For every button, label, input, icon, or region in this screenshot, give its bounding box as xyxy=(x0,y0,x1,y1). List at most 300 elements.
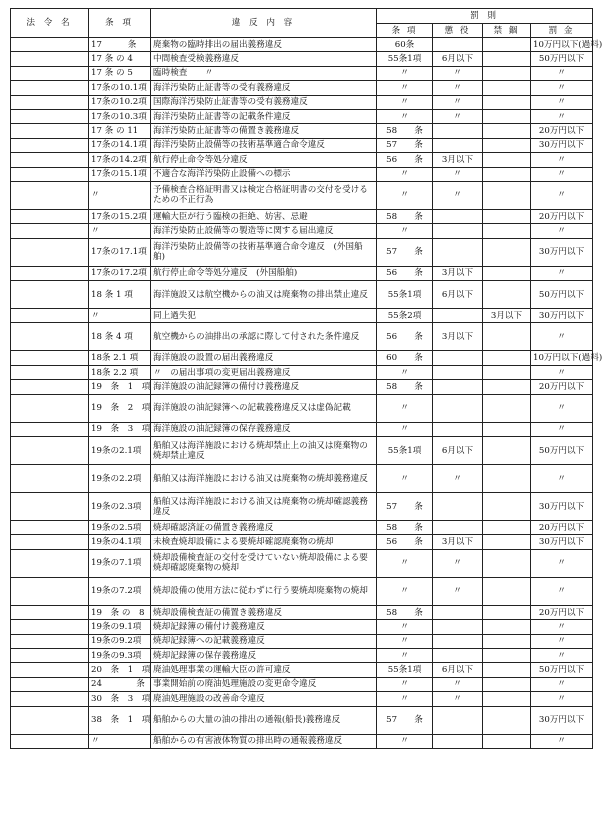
fine-cell: 〃 xyxy=(531,153,593,167)
law-cell xyxy=(11,38,89,52)
confinement-cell xyxy=(483,437,531,465)
imprisonment-cell: 〃 xyxy=(433,465,483,493)
clause-cell: 19 条 2 項 xyxy=(89,394,151,422)
fine-cell: 20万円以下 xyxy=(531,605,593,619)
fine-cell: 〃 xyxy=(531,109,593,123)
violation-cell: 海洋施設又は航空機からの油又は廃棄物の排出禁止違反 xyxy=(151,281,377,309)
confinement-cell xyxy=(483,677,531,691)
table-row xyxy=(11,706,593,734)
table-row xyxy=(11,95,593,109)
clause-cell: 17 条 の 5 xyxy=(89,66,151,80)
law-cell xyxy=(11,734,89,748)
violation-cell: 航行停止命令等処分違反 (外国船舶) xyxy=(151,266,377,280)
clause-cell: 17条の14.1項 xyxy=(89,138,151,152)
violation-cell: 海洋施設の設置の届出義務違反 xyxy=(151,351,377,365)
confinement-cell xyxy=(483,380,531,394)
confinement-cell xyxy=(483,706,531,734)
table-row xyxy=(11,81,593,95)
confinement-cell xyxy=(483,549,531,577)
fine-cell: 〃 xyxy=(531,692,593,706)
confinement-cell xyxy=(483,209,531,223)
imprisonment-cell: 〃 xyxy=(433,95,483,109)
law-cell xyxy=(11,281,89,309)
penalty-clause-cell: 56 条 xyxy=(377,535,433,549)
imprisonment-cell xyxy=(433,365,483,379)
header-penalty: 罰 則 xyxy=(377,9,593,24)
violation-cell: 国際海洋汚染防止証書等の受有義務違反 xyxy=(151,95,377,109)
imprisonment-cell: 〃 xyxy=(433,549,483,577)
fine-cell: 〃 xyxy=(531,66,593,80)
imprisonment-cell xyxy=(433,138,483,152)
clause-cell: 18 条 1 項 xyxy=(89,281,151,309)
law-cell xyxy=(11,380,89,394)
table-row xyxy=(11,734,593,748)
table-row xyxy=(11,692,593,706)
imprisonment-cell xyxy=(433,394,483,422)
clause-cell: 17 条 の 11 xyxy=(89,124,151,138)
confinement-cell xyxy=(483,634,531,648)
confinement-cell xyxy=(483,351,531,365)
imprisonment-cell: 〃 xyxy=(433,167,483,181)
table-row xyxy=(11,238,593,266)
confinement-cell xyxy=(483,577,531,605)
table-row xyxy=(11,677,593,691)
table-row xyxy=(11,153,593,167)
confinement-cell xyxy=(483,224,531,238)
confinement-cell xyxy=(483,181,531,209)
imprisonment-cell xyxy=(433,124,483,138)
imprisonment-cell: 〃 xyxy=(433,577,483,605)
law-cell xyxy=(11,706,89,734)
violation-cell: 海洋汚染防止設備等の技術基準適合命令違反 xyxy=(151,138,377,152)
penalty-clause-cell: 58 条 xyxy=(377,209,433,223)
law-cell xyxy=(11,692,89,706)
penalty-clause-cell: 60 条 xyxy=(377,351,433,365)
confinement-cell xyxy=(483,521,531,535)
fine-cell: 30万円以下 xyxy=(531,309,593,323)
table-row xyxy=(11,465,593,493)
clause-cell: 17 条 の 4 xyxy=(89,52,151,66)
fine-cell: 30万円以下 xyxy=(531,706,593,734)
fine-cell: 〃 xyxy=(531,365,593,379)
fine-cell: 10万円以下(過料) xyxy=(531,351,593,365)
clause-cell: 19条の9.1項 xyxy=(89,620,151,634)
law-cell xyxy=(11,138,89,152)
clause-cell: 19条の7.2項 xyxy=(89,577,151,605)
header-row-top xyxy=(11,9,593,24)
fine-cell: 30万円以下 xyxy=(531,238,593,266)
clause-cell: 17条の17.1項 xyxy=(89,238,151,266)
table-row xyxy=(11,605,593,619)
violation-cell: 航空機からの油排出の承認に際して付された条件違反 xyxy=(151,323,377,351)
fine-cell: 30万円以下 xyxy=(531,138,593,152)
penalty-clause-cell: 〃 xyxy=(377,365,433,379)
clause-cell: 17 条 xyxy=(89,38,151,52)
clause-cell: 〃 xyxy=(89,734,151,748)
confinement-cell xyxy=(483,109,531,123)
clause-cell: 19条の9.2項 xyxy=(89,634,151,648)
fine-cell: 30万円以下 xyxy=(531,493,593,521)
law-cell xyxy=(11,521,89,535)
fine-cell: 20万円以下 xyxy=(531,380,593,394)
confinement-cell: 3月以下 xyxy=(483,309,531,323)
violation-cell: 廃棄物の臨時排出の届出義務違反 xyxy=(151,38,377,52)
imprisonment-cell xyxy=(433,605,483,619)
imprisonment-cell: 6月以下 xyxy=(433,281,483,309)
imprisonment-cell xyxy=(433,706,483,734)
clause-cell: 19 条 の 8 xyxy=(89,605,151,619)
imprisonment-cell xyxy=(433,309,483,323)
fine-cell: 〃 xyxy=(531,549,593,577)
clause-cell: 18条 2.1 項 xyxy=(89,351,151,365)
violation-cell: 焼却設備検査証の交付を受けていない焼却設備による要焼却確認廃棄物の焼却 xyxy=(151,549,377,577)
violation-cell: 廃油処理事業の運輸大臣の許可違反 xyxy=(151,663,377,677)
law-cell xyxy=(11,535,89,549)
law-cell xyxy=(11,323,89,351)
confinement-cell xyxy=(483,692,531,706)
confinement-cell xyxy=(483,81,531,95)
penalty-clause-cell: 58 条 xyxy=(377,605,433,619)
penalty-clause-cell: 〃 xyxy=(377,620,433,634)
violation-cell: 臨時検査 〃 xyxy=(151,66,377,80)
fine-cell: 〃 xyxy=(531,634,593,648)
penalty-clause-cell: 55条1項 xyxy=(377,52,433,66)
clause-cell: 〃 xyxy=(89,224,151,238)
clause-cell: 19条の2.3項 xyxy=(89,493,151,521)
law-cell xyxy=(11,66,89,80)
confinement-cell xyxy=(483,394,531,422)
imprisonment-cell: 6月以下 xyxy=(433,437,483,465)
clause-cell: 17条の15.1項 xyxy=(89,167,151,181)
table-row xyxy=(11,365,593,379)
law-cell xyxy=(11,153,89,167)
clause-cell: 38 条 1 項 xyxy=(89,706,151,734)
law-cell xyxy=(11,394,89,422)
imprisonment-cell xyxy=(433,648,483,662)
table-row xyxy=(11,634,593,648)
imprisonment-cell xyxy=(433,238,483,266)
penalty-clause-cell: 〃 xyxy=(377,81,433,95)
table-row xyxy=(11,437,593,465)
law-cell xyxy=(11,437,89,465)
imprisonment-cell: 〃 xyxy=(433,692,483,706)
penalty-clause-cell: 〃 xyxy=(377,677,433,691)
violation-cell: 焼却記録簿の保存義務違反 xyxy=(151,648,377,662)
clause-cell: 17条の10.2項 xyxy=(89,95,151,109)
penalty-clause-cell: 〃 xyxy=(377,648,433,662)
clause-cell: 19条の4.1項 xyxy=(89,535,151,549)
fine-cell: 50万円以下 xyxy=(531,663,593,677)
clause-cell: 19条の2.5項 xyxy=(89,521,151,535)
law-cell xyxy=(11,309,89,323)
violation-cell: 中間検査受検義務違反 xyxy=(151,52,377,66)
fine-cell: 〃 xyxy=(531,465,593,493)
law-cell xyxy=(11,52,89,66)
penalty-clause-cell: 〃 xyxy=(377,181,433,209)
law-cell xyxy=(11,422,89,436)
table-row xyxy=(11,181,593,209)
violation-cell: 事業開始前の廃油処理施設の変更命令違反 xyxy=(151,677,377,691)
penalty-clause-cell: 〃 xyxy=(377,465,433,493)
penalty-clause-cell: 58 条 xyxy=(377,380,433,394)
violation-cell: 焼却記録簿への記載義務違反 xyxy=(151,634,377,648)
confinement-cell xyxy=(483,620,531,634)
law-cell xyxy=(11,81,89,95)
clause-cell: 19条の2.2項 xyxy=(89,465,151,493)
penalty-clause-cell: 55条1項 xyxy=(377,663,433,677)
violation-cell: 廃油処理施設の改善命令違反 xyxy=(151,692,377,706)
confinement-cell xyxy=(483,38,531,52)
fine-cell: 20万円以下 xyxy=(531,521,593,535)
imprisonment-cell: 〃 xyxy=(433,81,483,95)
clause-cell: 30 条 3 項 xyxy=(89,692,151,706)
violation-cell: 未検査焼却設備による要焼却確認廃棄物の焼却 xyxy=(151,535,377,549)
clause-cell: 19条の7.1項 xyxy=(89,549,151,577)
table-row xyxy=(11,38,593,52)
table-row xyxy=(11,394,593,422)
law-cell xyxy=(11,663,89,677)
header-law: 法 令 名 xyxy=(11,9,89,38)
penalty-clause-cell: 56 条 xyxy=(377,266,433,280)
table-row xyxy=(11,549,593,577)
clause-cell: 〃 xyxy=(89,309,151,323)
penalty-clause-cell: 55条1項 xyxy=(377,281,433,309)
fine-cell: 〃 xyxy=(531,181,593,209)
law-cell xyxy=(11,238,89,266)
violation-cell: 焼却確認済証の備置き義務違反 xyxy=(151,521,377,535)
confinement-cell xyxy=(483,52,531,66)
confinement-cell xyxy=(483,95,531,109)
table-row xyxy=(11,167,593,181)
penalty-clause-cell: 58 条 xyxy=(377,124,433,138)
table-row xyxy=(11,224,593,238)
violation-cell: 不適合な海洋汚染防止設備への標示 xyxy=(151,167,377,181)
violation-cell: 焼却設備の使用方法に従わずに行う要焼却廃棄物の焼却 xyxy=(151,577,377,605)
law-cell xyxy=(11,124,89,138)
confinement-cell xyxy=(483,281,531,309)
fine-cell: 20万円以下 xyxy=(531,124,593,138)
penalty-clause-cell: 〃 xyxy=(377,422,433,436)
imprisonment-cell: 3月以下 xyxy=(433,323,483,351)
table-row xyxy=(11,577,593,605)
penalty-clause-cell: 〃 xyxy=(377,109,433,123)
law-cell xyxy=(11,634,89,648)
imprisonment-cell xyxy=(433,634,483,648)
imprisonment-cell: 〃 xyxy=(433,109,483,123)
penalty-clause-cell: 57 条 xyxy=(377,706,433,734)
table-row xyxy=(11,493,593,521)
penalty-clause-cell: 〃 xyxy=(377,95,433,109)
violation-cell: 海洋施設の油記録簿への記載義務違反又は虚偽記載 xyxy=(151,394,377,422)
clause-cell: 17条の17.2項 xyxy=(89,266,151,280)
table-row xyxy=(11,266,593,280)
violation-cell: 運輸大臣が行う臨検の拒絶、妨害、忌避 xyxy=(151,209,377,223)
violation-cell: 海洋汚染防止設備等の技術基準適合命令違反 (外国船舶) xyxy=(151,238,377,266)
violation-cell: 海洋汚染防止証書等の記載条件違反 xyxy=(151,109,377,123)
violation-cell: 船舶又は海洋施設における油又は廃棄物の焼却確認義務違反 xyxy=(151,493,377,521)
fine-cell: 50万円以下 xyxy=(531,437,593,465)
clause-cell: 19条の9.3項 xyxy=(89,648,151,662)
confinement-cell xyxy=(483,663,531,677)
table-row xyxy=(11,620,593,634)
confinement-cell xyxy=(483,266,531,280)
violation-cell: 焼却記録簿の備付け義務違反 xyxy=(151,620,377,634)
law-cell xyxy=(11,167,89,181)
clause-cell: 〃 xyxy=(89,181,151,209)
table-row xyxy=(11,380,593,394)
table-body xyxy=(11,38,602,749)
penalty-clause-cell: 56 条 xyxy=(377,153,433,167)
imprisonment-cell: 3月以下 xyxy=(433,153,483,167)
confinement-cell xyxy=(483,422,531,436)
law-cell xyxy=(11,365,89,379)
penalty-clause-cell: 58 条 xyxy=(377,521,433,535)
fine-cell: 〃 xyxy=(531,620,593,634)
confinement-cell xyxy=(483,493,531,521)
table-row xyxy=(11,521,593,535)
penalty-clause-cell: 〃 xyxy=(377,66,433,80)
violation-cell: 海洋施設の油記録簿の備付け義務違反 xyxy=(151,380,377,394)
imprisonment-cell: 〃 xyxy=(433,677,483,691)
clause-cell: 20 条 1 項 xyxy=(89,663,151,677)
table-row xyxy=(11,124,593,138)
imprisonment-cell: 3月以下 xyxy=(433,535,483,549)
fine-cell: 50万円以下 xyxy=(531,52,593,66)
law-cell xyxy=(11,95,89,109)
penalty-clause-cell: 55条1項 xyxy=(377,437,433,465)
imprisonment-cell xyxy=(433,380,483,394)
clause-cell: 19 条 3 項 xyxy=(89,422,151,436)
fine-cell: 〃 xyxy=(531,224,593,238)
law-cell xyxy=(11,493,89,521)
table-row xyxy=(11,281,593,309)
table-row xyxy=(11,309,593,323)
penalty-clause-cell: 〃 xyxy=(377,549,433,577)
violation-cell: 海洋施設の油記録簿の保存義務違反 xyxy=(151,422,377,436)
violation-cell: 〃 の届出事項の変更届出義務違反 xyxy=(151,365,377,379)
law-cell xyxy=(11,266,89,280)
penalty-clause-cell: 〃 xyxy=(377,734,433,748)
law-cell xyxy=(11,209,89,223)
fine-cell: 〃 xyxy=(531,323,593,351)
law-cell xyxy=(11,549,89,577)
clause-cell: 18条 2.2 項 xyxy=(89,365,151,379)
law-cell xyxy=(11,109,89,123)
confinement-cell xyxy=(483,535,531,549)
penalty-clause-cell: 56 条 xyxy=(377,323,433,351)
violation-cell: 予備検査合格証明書又は検定合格証明書の交付を受けるための不正行為 xyxy=(151,181,377,209)
table-row xyxy=(11,209,593,223)
penalty-clause-cell: 57 条 xyxy=(377,238,433,266)
confinement-cell xyxy=(483,66,531,80)
penalty-clause-cell: 60条 xyxy=(377,38,433,52)
penalty-clause-cell: 〃 xyxy=(377,634,433,648)
confinement-cell xyxy=(483,124,531,138)
violation-cell: 船舶からの大量の油の排出の通報(船長)義務違反 xyxy=(151,706,377,734)
header-confinement: 禁 錮 xyxy=(483,24,531,38)
table-row xyxy=(11,648,593,662)
table-row xyxy=(11,422,593,436)
penalty-clause-cell: 〃 xyxy=(377,577,433,605)
imprisonment-cell xyxy=(433,620,483,634)
confinement-cell xyxy=(483,323,531,351)
confinement-cell xyxy=(483,605,531,619)
imprisonment-cell: 〃 xyxy=(433,66,483,80)
imprisonment-cell: 3月以下 xyxy=(433,266,483,280)
table-row xyxy=(11,323,593,351)
imprisonment-cell: 〃 xyxy=(433,181,483,209)
imprisonment-cell xyxy=(433,422,483,436)
penalty-clause-cell: 〃 xyxy=(377,224,433,238)
violation-cell: 同上過失犯 xyxy=(151,309,377,323)
confinement-cell xyxy=(483,365,531,379)
confinement-cell xyxy=(483,138,531,152)
law-cell xyxy=(11,351,89,365)
violation-cell: 海洋汚染防止証書等の備置き義務違反 xyxy=(151,124,377,138)
header-fine: 罰 金 xyxy=(531,24,593,38)
law-cell xyxy=(11,181,89,209)
table-row xyxy=(11,535,593,549)
law-cell xyxy=(11,465,89,493)
fine-cell: 〃 xyxy=(531,422,593,436)
imprisonment-cell xyxy=(433,493,483,521)
fine-cell: 〃 xyxy=(531,167,593,181)
imprisonment-cell xyxy=(433,521,483,535)
clause-cell: 17条の10.1項 xyxy=(89,81,151,95)
confinement-cell xyxy=(483,167,531,181)
penalty-clause-cell: 57 条 xyxy=(377,493,433,521)
confinement-cell xyxy=(483,238,531,266)
clause-cell: 19 条 1 項 xyxy=(89,380,151,394)
violation-cell: 船舶からの有害液体物質の排出時の通報義務違反 xyxy=(151,734,377,748)
fine-cell: 〃 xyxy=(531,81,593,95)
law-cell xyxy=(11,224,89,238)
law-cell xyxy=(11,605,89,619)
table-row xyxy=(11,109,593,123)
table-row xyxy=(11,138,593,152)
penalty-clause-cell: 〃 xyxy=(377,692,433,706)
fine-cell: 10万円以下(過料) xyxy=(531,38,593,52)
clause-cell: 17条の14.2項 xyxy=(89,153,151,167)
violations-table xyxy=(10,8,602,749)
imprisonment-cell xyxy=(433,224,483,238)
fine-cell: 〃 xyxy=(531,577,593,605)
clause-cell: 19条の2.1項 xyxy=(89,437,151,465)
fine-cell: 〃 xyxy=(531,394,593,422)
confinement-cell xyxy=(483,734,531,748)
confinement-cell xyxy=(483,153,531,167)
confinement-cell xyxy=(483,648,531,662)
clause-cell: 24 条 xyxy=(89,677,151,691)
table-row xyxy=(11,351,593,365)
violation-cell: 航行停止命令等処分違反 xyxy=(151,153,377,167)
clause-cell: 17条の15.2項 xyxy=(89,209,151,223)
table-row xyxy=(11,52,593,66)
penalty-clause-cell: 〃 xyxy=(377,394,433,422)
fine-cell: 50万円以下 xyxy=(531,281,593,309)
violation-cell: 船舶又は海洋施設における焼却禁止上の油又は廃棄物の焼却禁止違反 xyxy=(151,437,377,465)
imprisonment-cell xyxy=(433,734,483,748)
fine-cell: 〃 xyxy=(531,266,593,280)
imprisonment-cell: 6月以下 xyxy=(433,663,483,677)
fine-cell: 20万円以下 xyxy=(531,209,593,223)
imprisonment-cell xyxy=(433,209,483,223)
violation-cell: 海洋汚染防止設備等の製造等に関する届出違反 xyxy=(151,224,377,238)
violation-cell: 焼却設備検査証の備置き義務違反 xyxy=(151,605,377,619)
clause-cell: 17条の10.3項 xyxy=(89,109,151,123)
penalty-clause-cell: 57 条 xyxy=(377,138,433,152)
law-cell xyxy=(11,677,89,691)
